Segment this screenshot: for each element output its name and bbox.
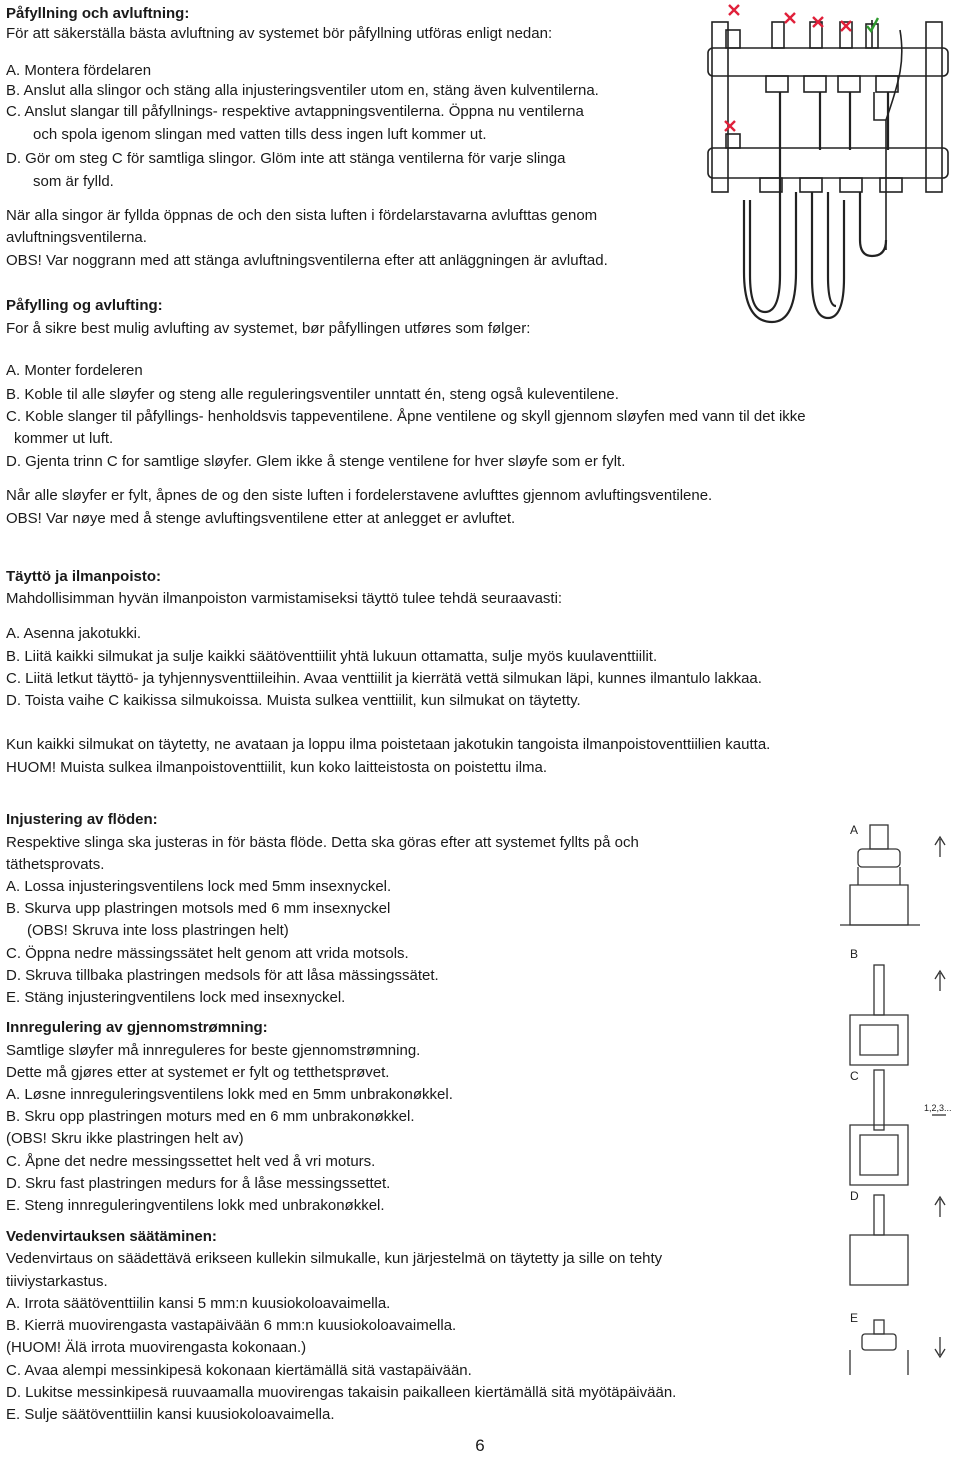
fi-fill-obs: HUOM! Muista sulkea ilmanpoistoventtiilit, kun koko laitteistosta on poistettu ilma.: [6, 759, 548, 776]
figure-label-b: B: [850, 947, 859, 961]
sv-fill-para: När alla singor är fyllda öppnas de och den sista luften i fördelarstavarna avlufttas genom: [6, 207, 598, 224]
fi-adj-line1: Vedenvirtaus on säädettävä erikseen kullekin silmukalle, kun järjestelmä on täytetty ja sille on tehty: [6, 1250, 663, 1267]
manifold-illustration: [700, 0, 960, 330]
figure-label-c: C: [850, 1069, 859, 1083]
sv-adj-step-b-note: (OBS! Skruva inte loss plastringen helt): [27, 922, 289, 939]
sv-adj-line2: täthetsprovats.: [6, 856, 105, 873]
fi-adj-heading: Vedenvirtauksen säätäminen:: [6, 1228, 217, 1245]
fi-fill-intro: Mahdollisimman hyvän ilmanpoiston varmistamiseksi täyttö tulee tehdä seuraavasti:: [6, 590, 563, 607]
sv-fill-step-c: C. Anslut slangar till påfyllnings- respektive avtappningsventilerna. Öppna nu ventilerna: [6, 103, 584, 120]
no-fill-obs: OBS! Var nøye med å stenge avluftingsventilene etter at anlegget er avluftet.: [6, 510, 516, 527]
valve-adjustment-figures: [836, 815, 954, 1375]
no-fill-step-a: A. Monter fordeleren: [6, 362, 143, 379]
sv-fill-step-d: D. Gör om steg C för samtliga slingor. Glöm inte att stänga ventilerna för varje slinga: [6, 150, 566, 167]
no-fill-step-c: C. Koble slanger til påfyllings- henholdsvis tappeventilene. Åpne ventilene og skyll gjennom sløyfen med vann til det ikke: [6, 408, 806, 425]
fi-fill-step-a: A. Asenna jakotukki.: [6, 625, 142, 642]
sv-fill-para-cont: avluftningsventilerna.: [6, 229, 147, 246]
sv-fill-step-c-cont: och spola igenom slingan med vatten tills dess ingen luft kommer ut.: [33, 126, 487, 143]
no-adj-heading: Innregulering av gjennomstrømning:: [6, 1019, 268, 1036]
sv-fill-step-b: B. Anslut alla slingor och stäng alla injusteringsventiler utom en, stäng även kulventilerna.: [6, 82, 599, 99]
figure-label-a: A: [850, 823, 859, 837]
no-fill-step-d: D. Gjenta trinn C for samtlige sløyfer. Glem ikke å stenge ventilene for hver sløyfe som er fylt.: [6, 453, 626, 470]
fi-fill-heading: Täyttö ja ilmanpoisto:: [6, 568, 162, 585]
fi-adj-step-b: B. Kierrä muovirengasta vastapäivään 6 mm:n kuusiokoloavaimella.: [6, 1317, 457, 1334]
no-adj-step-e: E. Steng innreguleringventilens lokk med unbrakonøkkel.: [6, 1197, 385, 1214]
sv-fill-heading: Påfyllning och avluftning:: [6, 5, 190, 22]
figure-label-e: E: [850, 1311, 859, 1325]
no-fill-para: Når alle sløyfer er fylt, åpnes de og den siste luften i fordelerstavene avlufttes gjennom avluftingsventilene.: [6, 487, 713, 504]
fi-adj-step-e: E. Sulje säätöventtiilin kansi kuusiokoloavaimella.: [6, 1406, 335, 1423]
fi-fill-step-d: D. Toista vaihe C kaikissa silmukoissa. Muista sulkea venttiilit, kun silmukat on täytetty.: [6, 692, 581, 709]
sv-adj-step-d: D. Skruva tillbaka plastringen medsols för att låsa mässingssätet.: [6, 967, 439, 984]
sv-adj-step-b: B. Skurva upp plastringen motsols med 6 mm insexnyckel: [6, 900, 391, 917]
turn-label: 1,2,3...: [924, 1103, 952, 1113]
no-adj-line2: Dette må gjøres etter at systemet er fylt og tetthetsprøvet.: [6, 1064, 390, 1081]
fi-adj-step-b-note: (HUOM! Älä irrota muovirengasta kokonaan.): [6, 1339, 307, 1356]
valve-status-marks: [725, 5, 878, 131]
sv-fill-step-a: A. Montera fördelaren: [6, 62, 152, 79]
page-number: 6: [475, 1436, 485, 1455]
no-fill-heading: Påfylling og avlufting:: [6, 297, 163, 314]
sv-adj-step-c: C. Öppna nedre mässingssätet helt genom att vrida motsols.: [6, 945, 409, 962]
fi-adj-step-c: C. Avaa alempi messinkipesä kokonaan kiertämällä sitä vastapäivään.: [6, 1362, 472, 1379]
no-adj-step-d: D. Skru fast plastringen medurs for å låse messingssettet.: [6, 1175, 391, 1192]
fi-fill-step-c: C. Liitä letkut täyttö- ja tyhjennysventtiileihin. Avaa venttiilit ja kierrätä vettä silmukan läpi, kunnes ilmantulo lakkaa.: [6, 670, 762, 687]
figure-label-d: D: [850, 1189, 859, 1203]
sv-fill-obs: OBS! Var noggrann med att stänga avluftningsventilerna efter att anläggningen är avluftad.: [6, 252, 608, 269]
no-adj-step-c: C. Åpne det nedre messingssettet helt ved å vri moturs.: [6, 1153, 376, 1170]
sv-fill-intro: För att säkerställa bästa avluftning av systemet bör påfyllning utföras enligt nedan:: [6, 25, 553, 42]
sv-adj-step-e: E. Stäng injusteringventilens lock med insexnyckel.: [6, 989, 346, 1006]
fi-adj-step-d: D. Lukitse messinkipesä ruuvaamalla muovirengas takaisin paikalleen kiertämällä sitä myötäpäivään.: [6, 1384, 677, 1401]
no-adj-step-a: A. Løsne innreguleringsventilens lokk med en 5mm unbrakonøkkel.: [6, 1086, 453, 1103]
sv-fill-step-d-cont: som är fylld.: [33, 173, 114, 190]
fi-adj-step-a: A. Irrota säätöventtiilin kansi 5 mm:n kuusiokoloavaimella.: [6, 1295, 391, 1312]
sv-adj-heading: Injustering av flöden:: [6, 811, 158, 828]
cross-mark-icon: [729, 5, 739, 15]
no-adj-step-b-note: (OBS! Skru ikke plastringen helt av): [6, 1130, 244, 1147]
no-adj-step-b: B. Skru opp plastringen moturs med en 6 mm unbrakonøkkel.: [6, 1108, 415, 1125]
no-adj-line1: Samtlige sløyfer må innreguleres for beste gjennomstrømning.: [6, 1042, 421, 1059]
no-fill-step-c-cont: kommer ut luft.: [14, 430, 114, 447]
no-fill-intro: For å sikre best mulig avlufting av systemet, bør påfyllingen utføres som følger:: [6, 320, 531, 337]
no-fill-step-b: B. Koble til alle sløyfer og steng alle reguleringsventiler unntatt én, steng også kuleventilene.: [6, 386, 619, 403]
fi-fill-para: Kun kaikki silmukat on täytetty, ne avataan ja loppu ilma poistetaan jakotukin tangoista ilmanpoistoventtiilien kautta.: [6, 736, 771, 753]
fi-fill-step-b: B. Liitä kaikki silmukat ja sulje kaikki säätöventtiilit yhtä lukuun ottamatta, sulje myös kuulaventtiilit.: [6, 648, 658, 665]
cross-mark-icon: [785, 13, 795, 23]
sv-adj-step-a: A. Lossa injusteringsventilens lock med 5mm insexnyckel.: [6, 878, 392, 895]
fi-adj-line2: tiiviystarkastus.: [6, 1273, 108, 1290]
sv-adj-line1: Respektive slinga ska justeras in för bästa flöde. Detta ska göras efter att systemet fyllts på och: [6, 834, 639, 851]
cross-mark-icon: [725, 121, 735, 131]
